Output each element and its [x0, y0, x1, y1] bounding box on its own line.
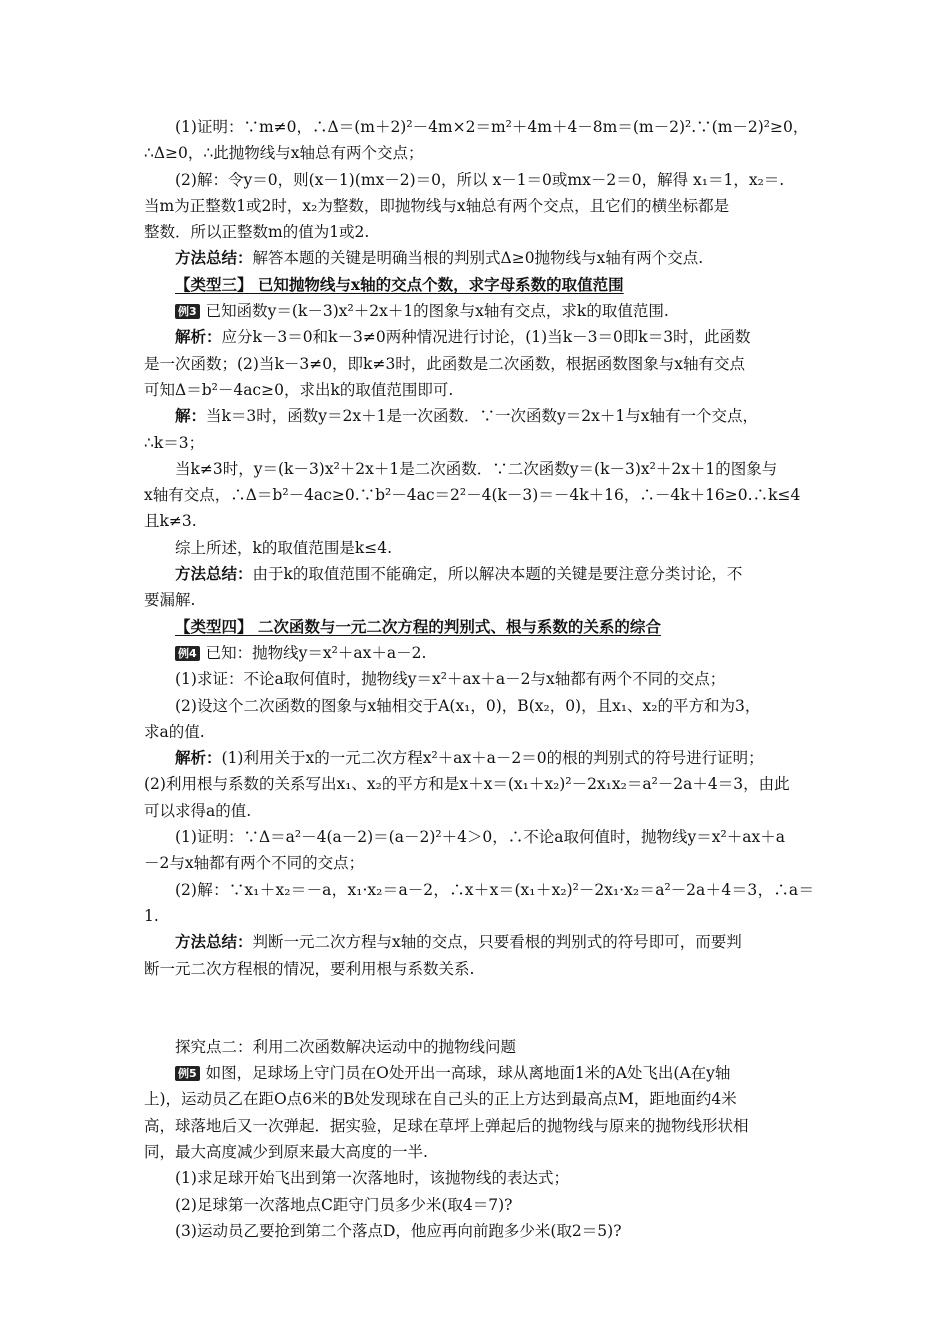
label-prefix: 方法总结： [175, 564, 253, 584]
line-text: 上)，运动员乙在距O点6米的B处发现球在自己头的正上方达到最高点M，距地面约4米 [144, 1090, 737, 1109]
text-line [144, 877, 814, 930]
line-text: 当k≠3时，y＝(k－3)x²＋2x＋1是二次函数．∵二次函数y＝(k－3)x²＋2x＋1的图象与 [175, 459, 778, 478]
text-line [144, 719, 814, 745]
line-body: 解答本题的关键是明确当根的判别式Δ≥0抛物线与x轴有两个交点. [252, 249, 704, 268]
label-prefix: 解析： [175, 748, 222, 768]
text-line [144, 1139, 814, 1165]
text-line [144, 798, 814, 824]
text-line [144, 771, 814, 797]
text-line [144, 850, 814, 876]
section-heading [144, 614, 814, 640]
label-prefix: 解： [175, 406, 207, 426]
line-body: 当k＝3时，函数y＝2x＋1是一次函数．∵一次函数y＝2x＋1与x轴有一个交点， [206, 407, 758, 426]
text-line [144, 114, 814, 140]
text-line [144, 430, 814, 456]
line-text: 探究点二：利用二次函数解决运动中的抛物线问题 [175, 1037, 517, 1056]
line-text: 求a的值. [144, 722, 205, 741]
line-text: 可知Δ＝b²－4ac≥0，求出k的取值范围即可. [144, 380, 454, 399]
document-page [144, 114, 814, 1244]
line-text: 综上所述，k的取值范围是k≤4. [175, 538, 393, 557]
line-text: 高，球落地后又一次弹起．据实验，足球在草坪上弹起后的抛物线与原来的抛物线形状相 [144, 1116, 749, 1135]
text-line [144, 140, 814, 166]
text-line [144, 298, 814, 324]
label-prefix: 方法总结： [175, 248, 253, 268]
line-text: ∴Δ≥0，∴此抛物线与x轴总有两个交点； [144, 144, 424, 163]
line-text: 已知函数y＝(k－3)x²＋2x＋1的图象与x轴有交点，求k的取值范围. [205, 302, 669, 321]
line-text: (2)设这个二次函数的图象与x轴相交于A(x₁，0)，B(x₂，0)，且x₁、x₂的平方和为3， [175, 696, 761, 715]
text-line [144, 377, 814, 403]
section-gap [144, 982, 814, 1034]
line-text: 当m为正整数1或2时，x₂为整数，即抛物线与x轴总有两个交点，且它们的横坐标都是 [144, 196, 730, 215]
line-text: (2)解：令y＝0，则(x－1)(mx－2)＝0，所以 x－1＝0或mx－2＝0，解得 x₁＝1，x₂＝. [175, 170, 785, 189]
text-line [144, 587, 814, 613]
text-line [144, 693, 814, 719]
line-text: 是一次函数；(2)当k－3≠0，即k≠3时，此函数是二次函数，根据函数图象与x轴有交点 [144, 354, 746, 373]
text-line [144, 482, 814, 508]
text-line [144, 403, 814, 429]
text-line [144, 1192, 814, 1218]
text-line [144, 535, 814, 561]
line-text: 如图，足球场上守门员在O处开出一高球，球从离地面1米的A处飞出(A在y轴 [205, 1064, 731, 1083]
text-line [144, 561, 814, 587]
text-line [144, 956, 814, 982]
label-prefix: 解析： [175, 327, 222, 347]
line-text: (2)解：∵x₁＋x₂＝－a，x₁·x₂＝a－2，∴x＋x＝(x₁＋x₂)²－2x₁·x₂＝a²－2a＋4＝3，∴a＝1. [144, 880, 814, 925]
text-line [144, 219, 814, 245]
heading-text: 【类型四】 二次函数与一元二次方程的判别式、根与系数的关系的综合 [175, 616, 661, 636]
line-text: 断一元二次方程根的情况，要利用根与系数关系. [144, 959, 475, 978]
line-text: x轴有交点，∴Δ＝b²－4ac≥0.∵b²－4ac＝2²－4(k－3)＝－4k＋16，∴－4k＋16≥0.∴k≤4 [144, 486, 801, 505]
text-line [144, 167, 814, 193]
text-line [144, 1034, 814, 1060]
line-text: (1)求证：不论a取何值时，抛物线y＝x²＋ax＋a－2与x轴都有两个不同的交点； [175, 670, 726, 689]
line-body: 由于k的取值范围不能确定，所以解决本题的关键是要注意分类讨论，不 [252, 565, 743, 584]
line-text: 整数．所以正整数m的值为1或2. [144, 223, 370, 242]
text-line [144, 745, 814, 771]
text-line [144, 508, 814, 534]
line-text: 已知：抛物线y＝x²＋ax＋a－2. [205, 643, 427, 662]
example-badge: 例4 [175, 646, 200, 661]
text-line [144, 245, 814, 271]
line-text: 可以求得a的值. [144, 801, 252, 820]
line-body: (1)利用关于x的一元二次方程x²＋ax＋a－2＝0的根的判别式的符号进行证明； [221, 749, 764, 768]
text-line [144, 1218, 814, 1244]
section-heading [144, 272, 814, 298]
example-badge: 例3 [175, 304, 200, 319]
text-line [144, 1060, 814, 1086]
line-text: 且k≠3. [144, 512, 197, 531]
line-text: 同，最大高度减少到原来最大高度的一半. [144, 1142, 428, 1161]
text-line [144, 929, 814, 955]
line-text: (1)证明：∵m≠0，∴Δ＝(m＋2)²－4m×2＝m²＋4m＋4－8m＝(m－2)².∵(m－2)²≥0， [175, 118, 809, 136]
line-text: (1)证明：∵Δ＝a²－4(a－2)＝(a－2)²＋4＞0，∴不论a取何值时，抛物线y＝x²＋ax＋a [175, 828, 785, 847]
heading-text: 【类型三】 已知抛物线与x轴的交点个数，求字母系数的取值范围 [175, 274, 624, 294]
label-prefix: 方法总结： [175, 932, 253, 952]
text-line [144, 456, 814, 482]
line-body: 应分k－3＝0和k－3≠0两种情况进行讨论，(1)当k－3＝0即k＝3时，此函数 [221, 328, 751, 347]
text-line [144, 666, 814, 692]
example-badge: 例5 [175, 1066, 200, 1081]
text-line [144, 1113, 814, 1139]
line-body: 判断一元二次方程与x轴的交点，只要看根的判别式的符号即可，而要判 [252, 933, 742, 952]
line-text: (2)足球第一次落地点C距守门员多少米(取4＝7)? [175, 1195, 513, 1214]
text-line [144, 1086, 814, 1112]
text-line [144, 640, 814, 666]
text-line [144, 193, 814, 219]
text-line [144, 824, 814, 850]
line-text: (2)利用根与系数的关系写出x₁、x₂的平方和是x＋x＝(x₁＋x₂)²－2x₁x₂＝a²－2a＋4＝3，由此 [144, 775, 790, 794]
line-text: －2与x轴都有两个不同的交点； [144, 854, 365, 873]
line-text: 要漏解. [144, 591, 196, 610]
text-line [144, 1165, 814, 1191]
text-line [144, 351, 814, 377]
text-line [144, 324, 814, 350]
line-text: ∴k＝3； [144, 433, 205, 452]
line-text: (3)运动员乙要抢到第二个落点D，他应再向前跑多少米(取2＝5)? [175, 1221, 622, 1240]
line-text: (1)求足球开始飞出到第一次落地时，该抛物线的表达式； [175, 1169, 569, 1188]
